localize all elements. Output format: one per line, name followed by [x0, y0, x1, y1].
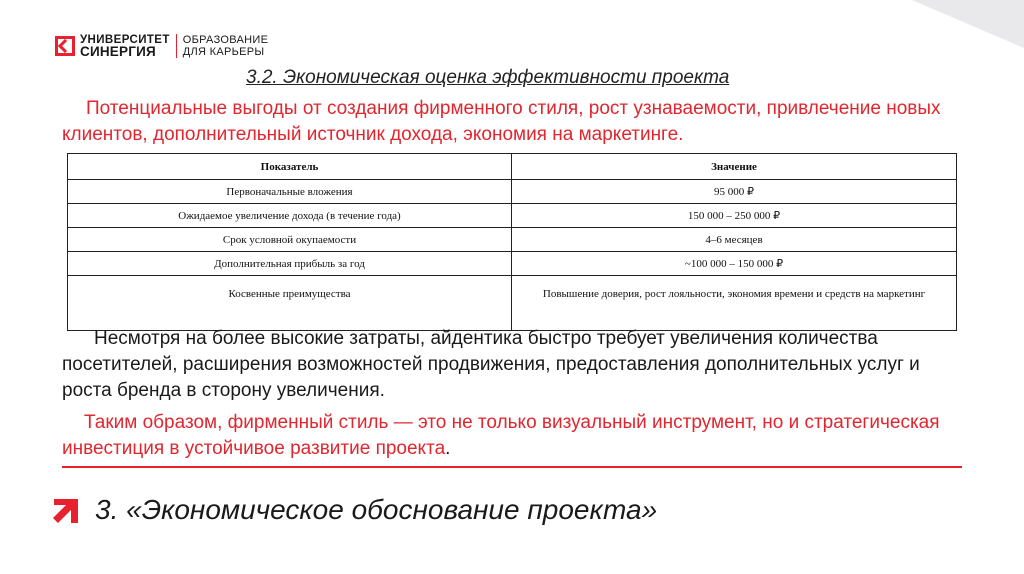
- divider-line: [62, 466, 962, 468]
- intro-text: Потенциальные выгоды от создания фирменного стиля, рост узнаваемости, привлечение новых клиентов, дополнительный источник дохода, экономия на маркетинге.: [62, 98, 941, 145]
- table-row: [68, 180, 957, 204]
- table-cell: Дополнительная прибыль за год: [68, 252, 512, 276]
- table-cell: Первоначальные вложения: [68, 180, 512, 204]
- table-header-row: [68, 154, 957, 180]
- corner-decoration: [912, 0, 1024, 48]
- table-header-value: Значение: [512, 154, 957, 180]
- logo-line2: СИНЕРГИЯ: [80, 44, 156, 59]
- logo-name: [80, 34, 170, 58]
- logo: [55, 31, 268, 61]
- table-row: [68, 204, 957, 228]
- table-row: [68, 276, 957, 331]
- table-row: [68, 252, 957, 276]
- table-cell: 95 000 ₽: [512, 180, 957, 204]
- logo-sub2: ДЛЯ КАРЬЕРЫ: [182, 46, 265, 58]
- section-title: 3. «Экономическое обоснование проекта»: [95, 494, 658, 525]
- logo-icon: [55, 36, 75, 56]
- conclusion-period: .: [445, 438, 451, 459]
- intro-paragraph: [62, 96, 962, 148]
- table-cell: ~100 000 – 150 000 ₽: [512, 252, 957, 276]
- table-cell: Повышение доверия, рост лояльности, экономия времени и средств на маркетинг: [512, 276, 957, 331]
- table-cell: Ожидаемое увеличение дохода (в течение года): [68, 204, 512, 228]
- table-cell: Срок условной окупаемости: [68, 228, 512, 252]
- conclusion-text: Таким образом, фирменный стиль — это не только визуальный инструмент, но и стратегическая инвестиция в устойчивое развитие проекта: [62, 412, 940, 459]
- body-paragraph: [62, 326, 962, 404]
- logo-tagline: [183, 34, 268, 58]
- table-cell: Косвенные преимущества: [68, 276, 512, 331]
- section-heading: 3.2. Экономическая оценка эффективности проекта: [246, 67, 730, 88]
- table-row: [68, 228, 957, 252]
- conclusion-paragraph: [62, 410, 982, 462]
- table-cell: 4–6 месяцев: [512, 228, 957, 252]
- body-text: Несмотря на более высокие затраты, айдентика быстро требует увеличения количества посетителей, расширения возможностей продвижения, предоставления дополнительных услуг и роста бренда в сторону увеличения.: [62, 328, 920, 401]
- logo-line1: УНИВЕРСИТЕТ: [80, 34, 170, 46]
- logo-sub1: ОБРАЗОВАНИЕ: [182, 34, 269, 46]
- efficiency-table: [67, 153, 957, 331]
- arrow-icon: [50, 495, 82, 527]
- table-cell: 150 000 – 250 000 ₽: [512, 204, 957, 228]
- table-header-indicator: Показатель: [68, 154, 512, 180]
- logo-divider: [176, 34, 177, 58]
